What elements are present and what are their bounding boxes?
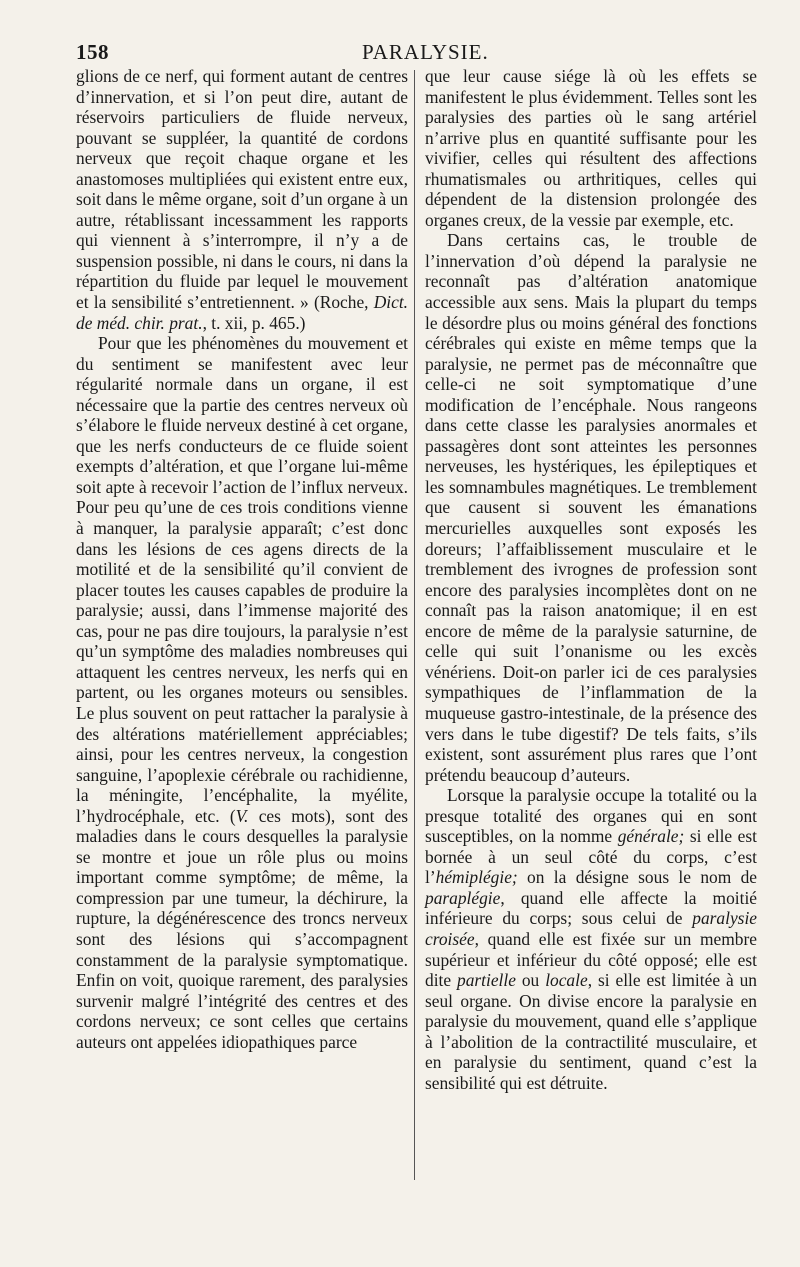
right-paragraph-2: Dans certains cas, le trouble de l’innervation d’où dépend la paralysie ne reconnaît pas d’altération anatomique accessible aux sens. Mais la plupart du temps le désordre plus ou moins général des fonctions cérébrales qui existe en même temps que la paralysie, ne permet pas de méconnaître que celle-ci ne soit symptomatique d’une modification de l’encéphale. Nous rangeons dans cette classe les paralysies anormales et passagères dont sont atteintes les personnes nerveuses, les hystériques, les épileptiques et les somnambules magnétiques. Le tremblement que causent si souvent les émanations mercurielles auxquelles sont exposés les doreurs; l’affaiblissement musculaire et le tremblement des ivrognes de profession sont encore des paralysies incomplètes dont on ne connaît pas la raison anatomique; il en est encore de même de la paralysie saturnine, de celle qui suit l’onanisme ou les excès vénériens. Doit-on parler ici de ces paralysies sympathiques de l’inflammation de la muqueuse gastro-intestinale, de la présence des vers dans le tube digestif? De tels faits, s’ils existent, sont assurément plus rares que l’ont prétendu beaucoup d’auteurs. xyxy=(425,230,757,785)
text-run: , si elle est limitée à un seul organe. On divise encore la paralysie en paralysie du mouvement, quand elle s’applique à l’abolition de la contractilité musculaire, et en paralysie du sentiment, quand c’est la sensibilité qui est détruite. xyxy=(425,970,757,1093)
text-run: , quand elle affecte la moitié inférieure du corps; sous celui de xyxy=(425,887,757,929)
citation-title: Dict. de méd. chir. prat. xyxy=(76,292,408,333)
term-paraplegie: paraplégie xyxy=(425,887,501,908)
right-column xyxy=(425,66,757,1093)
right-paragraph-1: que leur cause siége là où les effets se manifestent le plus évidemment. Telles sont les paralysies des parties où le sang artériel n’arrive plus en quantité suffisante pour les vivifier, celles qui résultent des affections rhumatismales ou arthritiques, celles qui dépendent de la distension prolongée des organes creux, de la vessie par exemple, etc. xyxy=(425,66,757,230)
text-run: Pour que les phénomènes du mouvement et du sentiment se manifestent avec leur régularité normale dans un organe, il est nécessaire que la partie des centres nerveux où s’élabore le fluide nerveux destiné à cet organe, que les nerfs conducteurs de ce fluide soient exempts d’altération, et que l’organe lui-même soit apte à recevoir l’action de l’influx nerveux. Pour peu qu’une de ces trois conditions vienne à manquer, la paralysie apparaît; c’est donc dans les lésions de ces agens directs de la motilité et de la sensibilité qu’il convient de placer toutes les causes capables de produire la paralysie; aussi, dans l’immense majorité des cas, pour ne pas dire toujours, la paralysie n’est qu’un symptôme des maladies nombreuses qui attaquent les centres nerveux, les nerfs qui en partent, ou les organes moteurs ou sensibles. Le plus souvent on peut rattacher la paralysie à des altérations matériellement appréciables; ainsi, pour les centres nerveux, la congestion sanguine, l’apoplexie cérébrale ou rachidienne, la méningite, l’encéphalite, la myélite, l’hydrocéphale, etc. ( xyxy=(76,333,408,826)
term-paralysie-croisee: paralysie croisée xyxy=(425,908,757,949)
text-run: ces mots), sont des maladies dans le cours desquelles la paralysie se montre et joue un rôle plus ou moins important comme symptôme; de même, la compression par une tumeur, la déchirure, la rupture, la dégénérescence des troncs nerveux sont des lésions qui s’accompagnent constamment de la paralysie symptomatique. Enfin on voit, quoique rarement, des paralysies survenir malgré l’intégrité des centres et des cordons nerveux; ce sont celles que certains auteurs ont appelées idiopathiques parce xyxy=(76,805,408,1052)
text-run: si elle est bornée à un seul côté du corps, c’est l’ xyxy=(425,826,757,888)
term-partielle: partielle xyxy=(457,970,516,991)
page-number: 158 xyxy=(76,40,109,64)
left-column xyxy=(76,66,408,1052)
term-generale: générale; xyxy=(617,826,685,847)
text-run: , t. xii, p. 465.) xyxy=(202,312,306,333)
text-run: , quand elle est fixée sur un membre supérieur et inférieur du côté opposé; elle est dite xyxy=(425,928,757,991)
left-paragraph-2 xyxy=(76,333,408,1052)
page-header xyxy=(76,40,756,68)
see-reference: V. xyxy=(235,805,249,826)
text-run: on la désigne sous le nom de xyxy=(517,867,757,888)
running-head: PARALYSIE. xyxy=(362,40,489,64)
text-run: glions de ce nerf, qui forment autant de centres d’innervation, et si l’on peut dire, autant de réservoirs particuliers de fluide nerveux, pouvant se suppléer, la quantité de cordons nerveux que reçoit chaque organe et les anastomoses multipliées qui existent entre eux, soit dans le même organe, soit d’un organe à un autre, rétablissant incessamment les rapports qui viennent à s’interrompre, il n’y a de suspension possible, ni dans le cours, ni dans la répartition du fluide par lequel le mouvement et la sensibilité s’entretiennent. » (Roche, xyxy=(76,66,408,313)
term-locale: locale xyxy=(545,970,588,991)
left-paragraph-1 xyxy=(76,66,408,333)
right-paragraph-3 xyxy=(425,785,757,1093)
text-run: Lorsque la paralysie occupe la totalité ou la presque totalité des organes qui en sont susceptibles, on la nomme xyxy=(425,785,757,847)
column-divider xyxy=(414,70,415,1180)
term-hemiplegie: hémiplégie; xyxy=(435,867,518,888)
text-run: ou xyxy=(515,970,546,991)
